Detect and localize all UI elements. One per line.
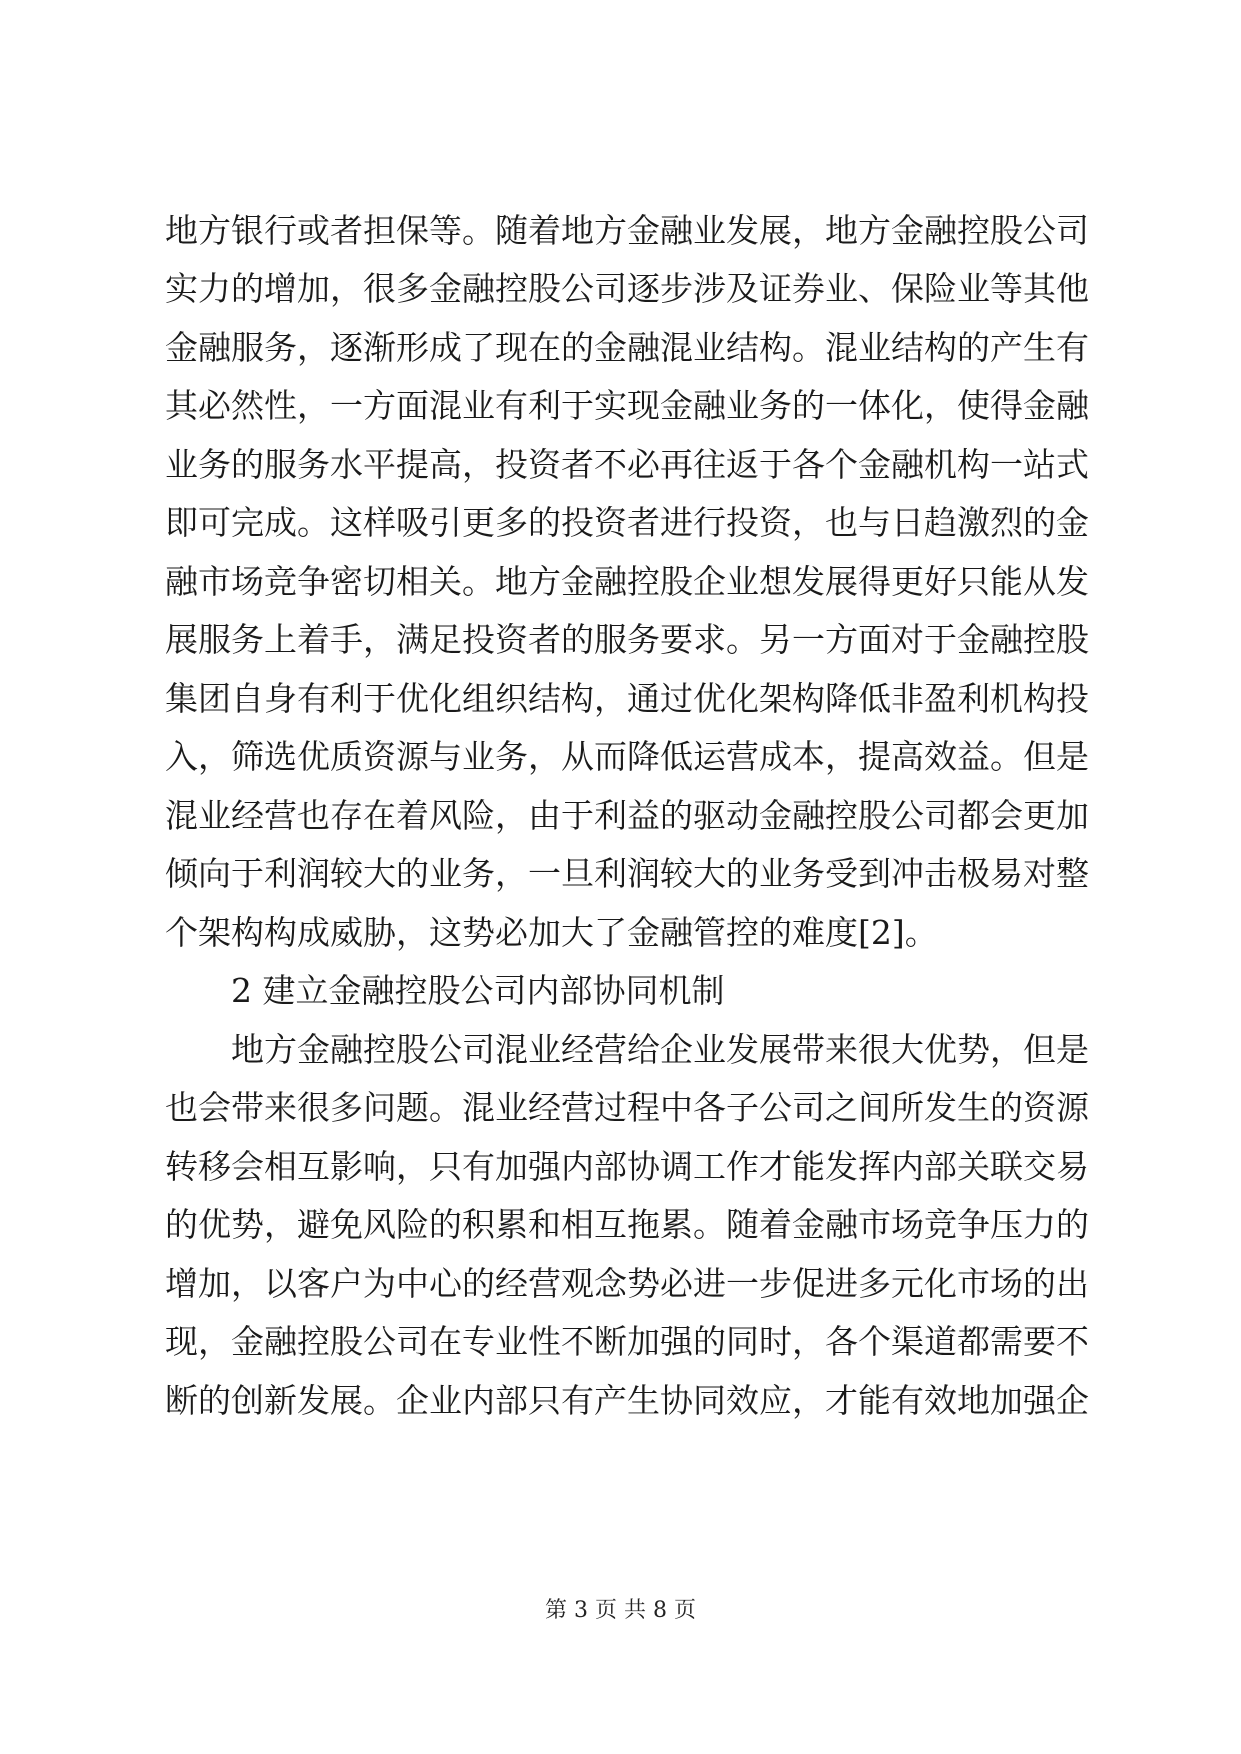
text-line: 倾向于利润较大的业务，一旦利润较大的业务受到冲击极易对整 bbox=[165, 854, 1089, 893]
text-line: 融市场竞争密切相关。地方金融控股企业想发展得更好只能从发 bbox=[165, 562, 1089, 601]
text-line: 其必然性，一方面混业有利于实现金融业务的一体化，使得金融 bbox=[165, 386, 1089, 425]
page-footer: 第 3 页 共 8 页 bbox=[545, 1598, 696, 1623]
text-line: 也会带来很多问题。混业经营过程中各子公司之间所发生的资源 bbox=[165, 1088, 1089, 1127]
text-line: 实力的增加，很多金融控股公司逐步涉及证券业、保险业等其他 bbox=[165, 269, 1089, 308]
text-line: 入，筛选优质资源与业务，从而降低运营成本，提高效益。但是 bbox=[165, 737, 1089, 776]
text-line: 转移会相互影响，只有加强内部协调工作才能发挥内部关联交易 bbox=[165, 1147, 1089, 1186]
section-heading: 2 建立金融控股公司内部协同机制 bbox=[231, 971, 725, 1010]
text-line: 集团自身有利于优化组织结构，通过优化架构降低非盈利机构投 bbox=[165, 679, 1089, 718]
text-line: 地方金融控股公司混业经营给企业发展带来很大优势，但是 bbox=[231, 1030, 1089, 1069]
text-line: 个架构构成威胁，这势必加大了金融管控的难度[2]。 bbox=[165, 913, 938, 952]
text-line: 混业经营也存在着风险，由于利益的驱动金融控股公司都会更加 bbox=[165, 796, 1089, 835]
text-line: 展服务上着手，满足投资者的服务要求。另一方面对于金融控股 bbox=[165, 620, 1089, 659]
text-line: 即可完成。这样吸引更多的投资者进行投资，也与日趋激烈的金 bbox=[165, 503, 1089, 542]
text-line: 金融服务，逐渐形成了现在的金融混业结构。混业结构的产生有 bbox=[165, 328, 1089, 367]
text-line: 地方银行或者担保等。随着地方金融业发展，地方金融控股公司 bbox=[165, 211, 1089, 250]
text-line: 增加，以客户为中心的经营观念势必进一步促进多元化市场的出 bbox=[165, 1264, 1089, 1303]
text-line: 断的创新发展。企业内部只有产生协同效应，才能有效地加强企 bbox=[165, 1381, 1089, 1420]
text-line: 业务的服务水平提高，投资者不必再往返于各个金融机构一站式 bbox=[165, 445, 1089, 484]
text-line: 的优势，避免风险的积累和相互拖累。随着金融市场竞争压力的 bbox=[165, 1205, 1089, 1244]
text-line: 现，金融控股公司在专业性不断加强的同时，各个渠道都需要不 bbox=[165, 1322, 1089, 1361]
